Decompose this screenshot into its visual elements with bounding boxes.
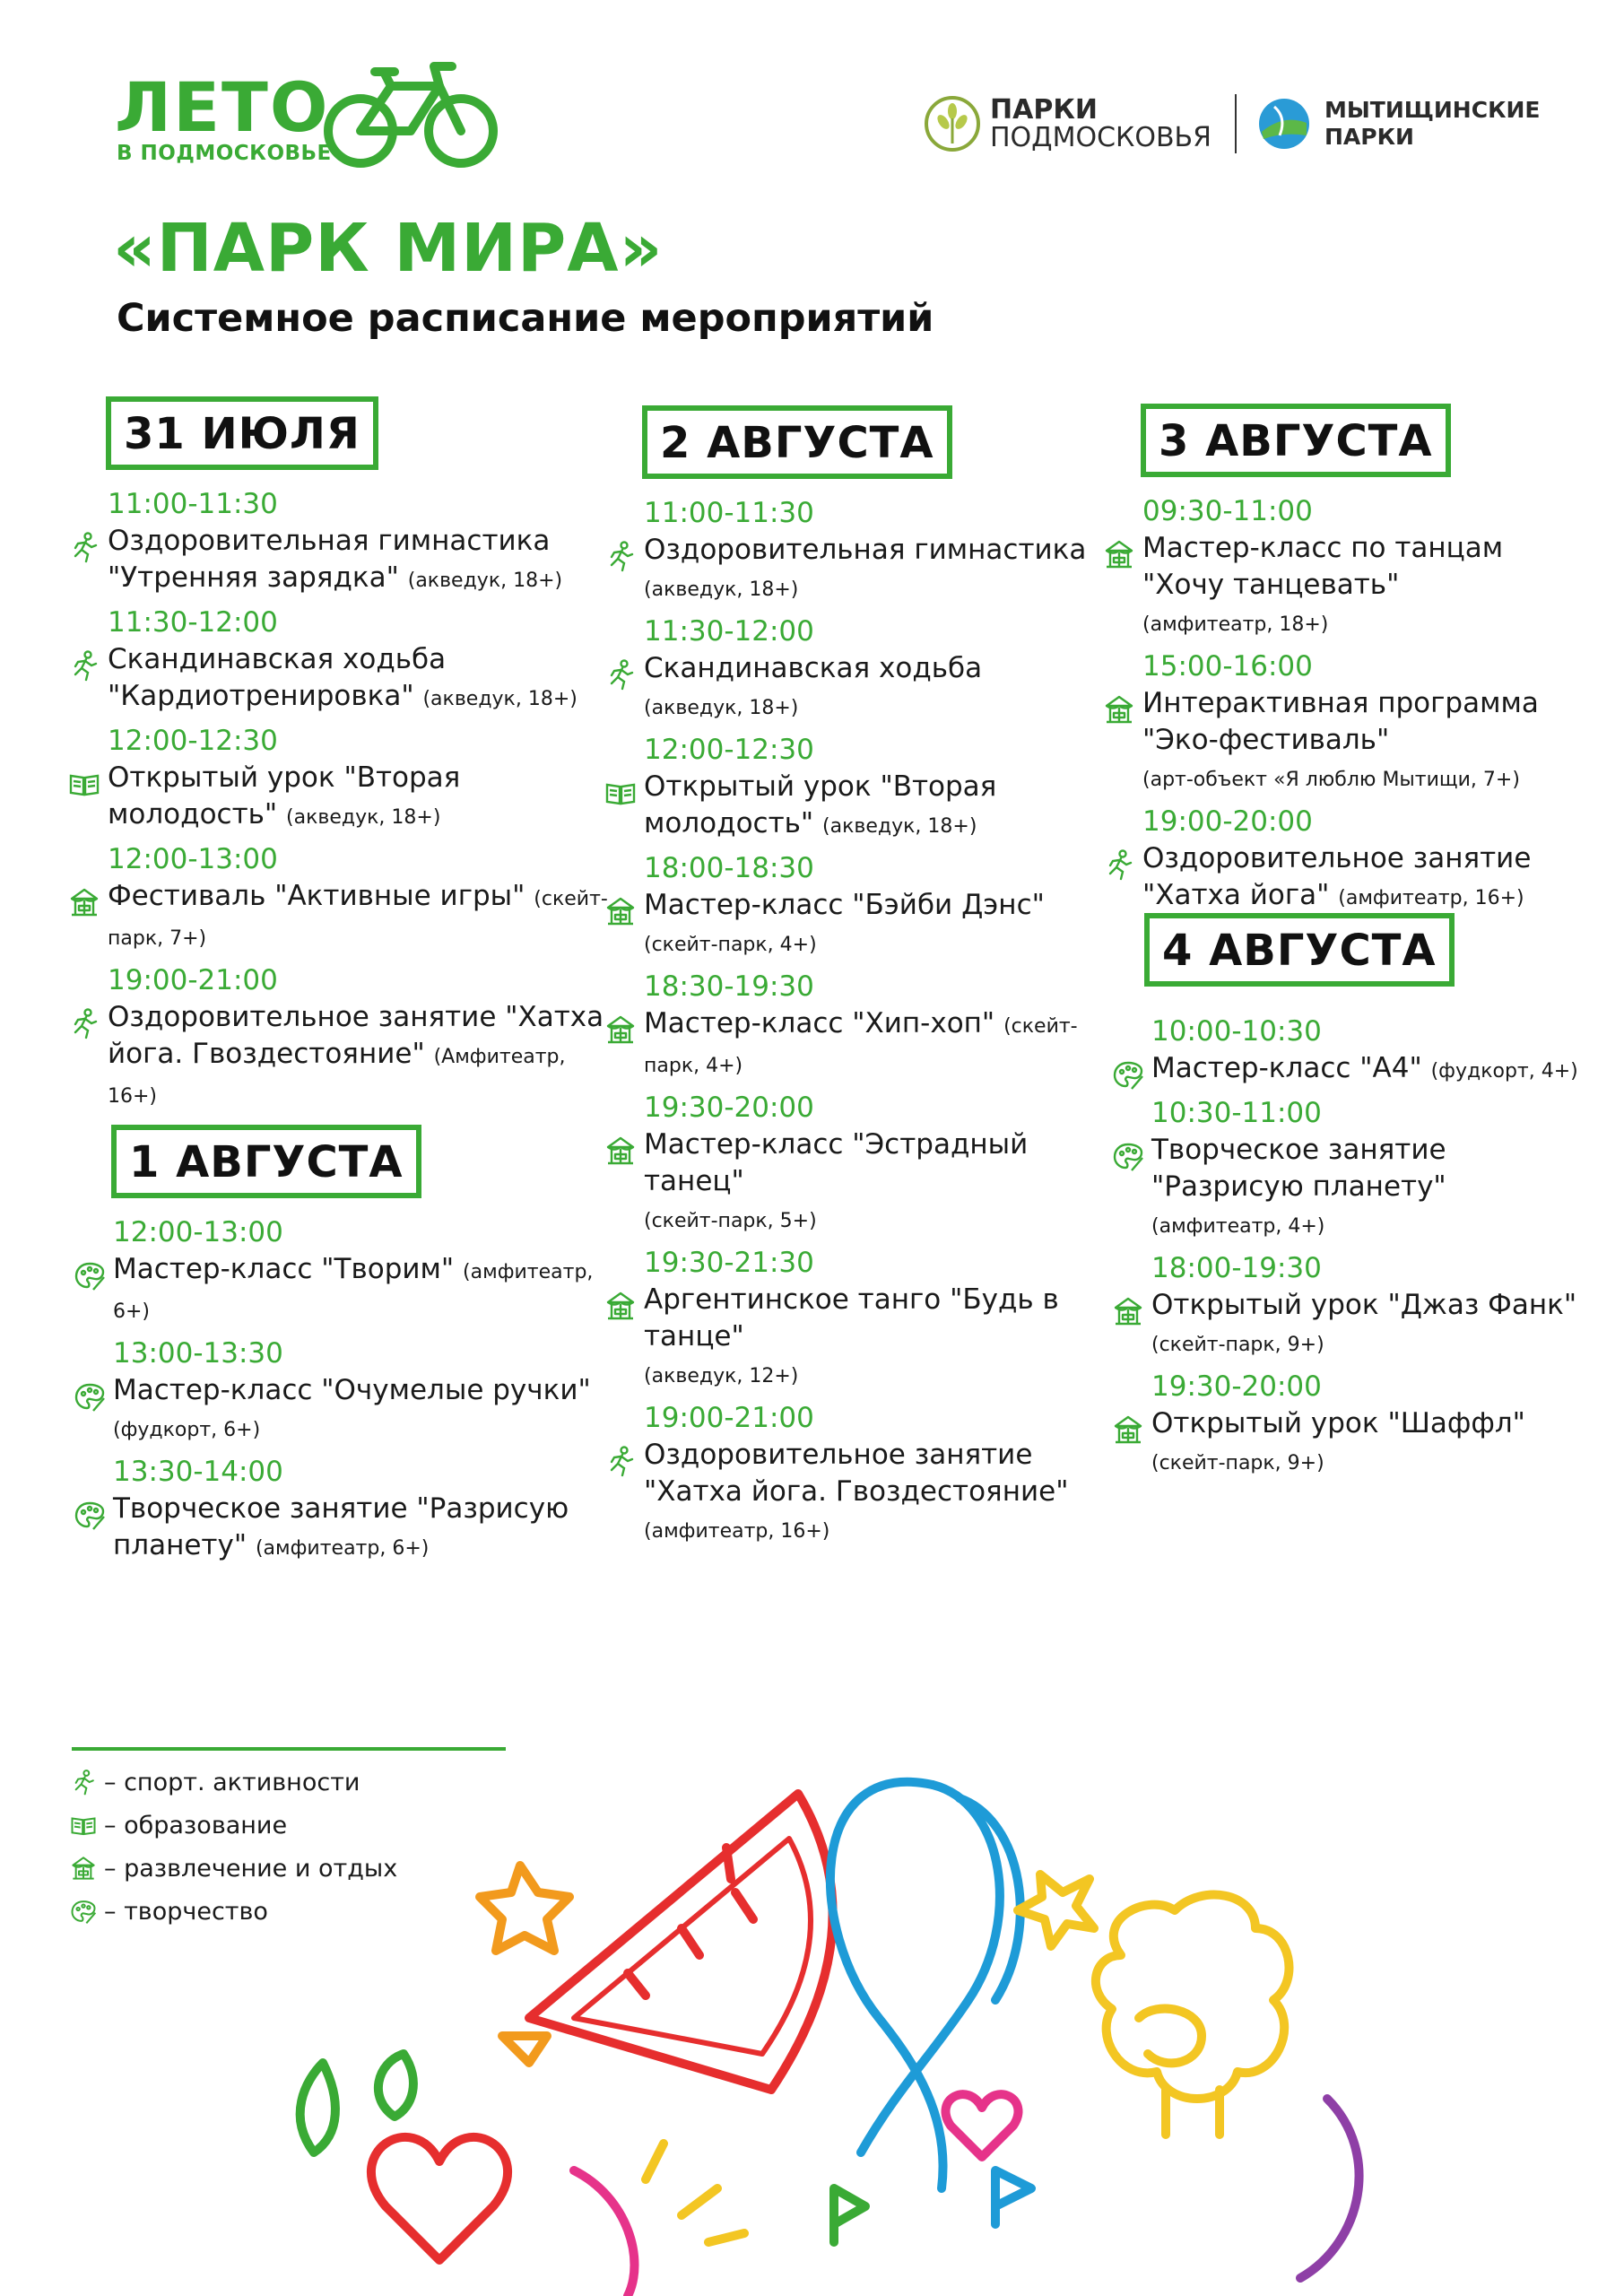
event-time: 19:30-20:00 [1151, 1370, 1322, 1403]
heart-icon [371, 2137, 508, 2260]
day-block-31-july [106, 396, 608, 1120]
day-label: 2 АВГУСТА [642, 405, 952, 479]
day-label: 4 АВГУСТА [1144, 913, 1455, 987]
event-title: Мастер-класс "Бэйби Дэнс" [644, 889, 1045, 921]
arc-icon [1300, 2099, 1359, 2278]
palette-icon [1112, 1140, 1144, 1172]
carousel-icon [604, 895, 637, 927]
event-item [604, 1400, 1108, 1550]
event-note: (акведук, 18+) [407, 570, 563, 592]
runner-icon [604, 658, 637, 691]
partner1-line1: ПАРКИ [990, 93, 1098, 126]
event-note: (амфитеатр, 16+) [1338, 887, 1524, 909]
event-title: Творческое занятие "Разрисую планету" [1151, 1134, 1446, 1203]
day-block-2-august [642, 405, 1108, 1555]
page-subtitle: Системное расписание мероприятий [117, 296, 934, 341]
event-time: 10:30-11:00 [1151, 1097, 1322, 1129]
rays-icon [646, 2144, 744, 2242]
event-note: (амфитеатр, 6+) [113, 1261, 594, 1323]
event-title: Оздоровительная гимнастика "Утренняя зарядка" [108, 525, 551, 594]
event-title: Мастер-класс "Творим" [113, 1253, 455, 1285]
leaf-icon [300, 2063, 335, 2152]
partner2-line2: ПАРКИ [1324, 124, 1414, 150]
partner-logos [924, 88, 1541, 160]
event-title: Скандинавская ходьба [644, 652, 983, 684]
event-note: (акведук, 18+) [286, 806, 441, 829]
event-time: 18:30-19:30 [644, 970, 814, 1003]
partner2-line1: МЫТИЩИНСКИЕ [1324, 97, 1541, 123]
event-time: 18:00-19:30 [1151, 1252, 1322, 1284]
event-note: (акведук, 18+) [422, 688, 578, 710]
event-title: Открытый урок "Вторая молодость" [108, 761, 461, 831]
event-note: (амфитеатр, 16+) [644, 1520, 830, 1543]
event-note: (акведук, 18+) [644, 697, 799, 719]
event-item [604, 613, 1108, 726]
event-item [68, 486, 608, 599]
event-title: Скандинавская ходьба "Кардиотренировка" [108, 643, 447, 712]
event-title: Творческое занятие "Разрисую планету" [113, 1492, 569, 1561]
bicycle-icon [321, 56, 500, 170]
palette-icon [70, 1898, 97, 1925]
carousel-icon [604, 1135, 637, 1167]
book-icon [70, 1812, 97, 1839]
carousel-icon [1103, 693, 1135, 726]
event-item [604, 1245, 1108, 1395]
partner-divider [1235, 94, 1237, 153]
event-note: (амфитеатр, 4+) [1151, 1215, 1325, 1238]
event-note: (акведук, 18+) [644, 578, 799, 601]
event-time: 11:30-12:00 [108, 606, 278, 639]
brand-subtitle: В ПОДМОСКОВЬЕ [117, 142, 332, 165]
event-note: (скейт-парк, 9+) [1151, 1452, 1324, 1474]
runner-icon [604, 540, 637, 572]
carousel-icon [1103, 538, 1135, 570]
event-item [1112, 1013, 1593, 1090]
legend-label: – образование [104, 1811, 288, 1839]
runner-icon [68, 1007, 100, 1039]
brand-title: ЛЕТО [115, 67, 330, 147]
event-note: (скейт-парк, 5+) [644, 1210, 817, 1232]
event-note: (фудкорт, 4+) [1430, 1060, 1578, 1083]
event-note: (амфитеатр, 18+) [1142, 613, 1329, 636]
legend-label: – спорт. активности [104, 1768, 360, 1796]
balloon-icon [830, 1782, 1020, 2188]
event-title: Оздоровительное занятие "Хатха йога" [1142, 842, 1532, 911]
event-time: 12:00-13:00 [113, 1216, 283, 1248]
day-label: 31 ИЮЛЯ [106, 396, 378, 470]
partner1-line2: ПОДМОСКОВЬЯ [990, 122, 1211, 153]
event-title: Открытый урок "Шаффл" [1151, 1407, 1525, 1439]
event-title: Оздоровительное занятие "Хатха йога. Гвоздестояние" [108, 1001, 604, 1070]
event-time: 13:00-13:30 [113, 1337, 283, 1370]
book-icon [68, 768, 100, 800]
event-item [1103, 493, 1589, 643]
heart-icon [946, 2094, 1019, 2157]
event-note: (скейт-парк, 7+) [108, 888, 608, 950]
event-note: (скейт-парк, 4+) [644, 1015, 1078, 1077]
star-icon [1018, 1874, 1094, 1946]
carousel-icon [70, 1855, 97, 1882]
day-label: 1 АВГУСТА [111, 1125, 421, 1198]
event-note: (скейт-парк, 4+) [644, 934, 817, 956]
globe-logo-icon [1256, 96, 1312, 152]
event-title: Открытый урок "Вторая молодость" [644, 770, 997, 839]
event-time: 11:30-12:00 [644, 615, 814, 648]
runner-icon [604, 1445, 637, 1477]
event-note: (арт-объект «Я люблю Мытищи, 7+) [1142, 769, 1520, 791]
carousel-icon [604, 1013, 637, 1046]
palette-icon [74, 1259, 106, 1292]
event-title: Мастер-класс "Очумелые ручки" [113, 1374, 591, 1406]
palette-icon [1112, 1058, 1144, 1091]
arc-icon [574, 2170, 635, 2296]
wheat-logo-icon [924, 95, 981, 152]
carousel-icon [1112, 1413, 1144, 1446]
event-item [1103, 648, 1589, 798]
event-note: (амфитеатр, 6+) [255, 1537, 430, 1560]
sheep-icon [1096, 1895, 1290, 2135]
event-time: 18:00-18:30 [644, 852, 814, 884]
legend-label: – творчество [104, 1897, 268, 1926]
leaf-icon [378, 2054, 413, 2117]
event-time: 19:30-21:30 [644, 1247, 814, 1279]
event-note: (акведук, 12+) [644, 1365, 799, 1387]
event-title: Мастер-класс "Эстрадный танец" [644, 1128, 1029, 1197]
event-item [1103, 804, 1589, 917]
day-block-4-august [1144, 913, 1593, 1487]
palette-icon [74, 1499, 106, 1531]
event-note: (фудкорт, 6+) [113, 1419, 261, 1441]
carousel-icon [604, 1290, 637, 1322]
event-title: Фестиваль "Активные игры" [108, 880, 525, 912]
event-time: 11:00-11:30 [644, 497, 814, 529]
event-note: (акведук, 18+) [822, 815, 977, 838]
star-icon [480, 1866, 569, 1951]
event-time: 12:00-12:30 [644, 734, 814, 766]
page-title: «ПАРК МИРА» [113, 210, 664, 287]
event-title: Мастер-класс "А4" [1151, 1052, 1422, 1084]
event-time: 19:00-21:00 [644, 1402, 814, 1434]
day-block-3-august [1141, 404, 1589, 922]
runner-icon [68, 649, 100, 682]
event-title: Мастер-класс "Хип-хоп" [644, 1007, 995, 1039]
flag-icon [834, 2188, 865, 2242]
event-time: 12:00-13:00 [108, 843, 278, 875]
event-item [68, 962, 608, 1115]
day-block-1-august [111, 1125, 595, 1572]
event-item [604, 850, 1108, 963]
event-time: 13:30-14:00 [113, 1456, 283, 1488]
event-item [74, 1214, 595, 1330]
event-item [68, 723, 608, 836]
event-time: 15:00-16:00 [1142, 650, 1313, 683]
event-title: Интерактивная программа "Эко-фестиваль" [1142, 687, 1539, 756]
triangle-icon [502, 2036, 547, 2063]
runner-icon [1103, 848, 1135, 881]
event-title: Мастер-класс по танцам "Хочу танцевать" [1142, 532, 1504, 601]
event-item [74, 1335, 595, 1448]
event-item [604, 495, 1108, 608]
event-title: Открытый урок "Джаз Фанк" [1151, 1289, 1577, 1321]
event-item [604, 732, 1108, 845]
flag-icon [995, 2170, 1031, 2224]
event-item [74, 1454, 595, 1567]
carousel-icon [1112, 1295, 1144, 1327]
event-time: 19:30-20:00 [644, 1091, 814, 1124]
event-note: (скейт-парк, 9+) [1151, 1334, 1324, 1356]
event-item [68, 604, 608, 718]
event-item [1112, 1095, 1593, 1245]
event-time: 19:00-20:00 [1142, 805, 1313, 838]
event-title: Оздоровительная гимнастика [644, 534, 1087, 566]
event-time: 19:00-21:00 [108, 964, 278, 996]
event-item [68, 841, 608, 957]
summer-illustration [269, 1758, 1435, 2296]
event-title: Аргентинское танго "Будь в танце" [644, 1283, 1059, 1352]
runner-icon [70, 1769, 97, 1796]
carousel-icon [68, 886, 100, 918]
event-item [604, 969, 1108, 1084]
watermelon-icon [529, 1794, 833, 2090]
legend-divider [72, 1747, 506, 1751]
palette-icon [74, 1380, 106, 1413]
event-item [1112, 1250, 1593, 1363]
event-time: 11:00-11:30 [108, 488, 278, 520]
day-label: 3 АВГУСТА [1141, 404, 1451, 477]
legend-label: – развлечение и отдых [104, 1854, 398, 1883]
runner-icon [68, 531, 100, 563]
event-time: 12:00-12:30 [108, 725, 278, 757]
event-time: 09:30-11:00 [1142, 495, 1313, 527]
event-note: (Амфитеатр, 16+) [108, 1046, 566, 1108]
event-item [604, 1090, 1108, 1239]
event-time: 10:00-10:30 [1151, 1015, 1322, 1048]
event-title: Оздоровительное занятие "Хатха йога. Гвоздестояние" [644, 1439, 1069, 1508]
event-item [1112, 1369, 1593, 1482]
book-icon [604, 777, 637, 809]
